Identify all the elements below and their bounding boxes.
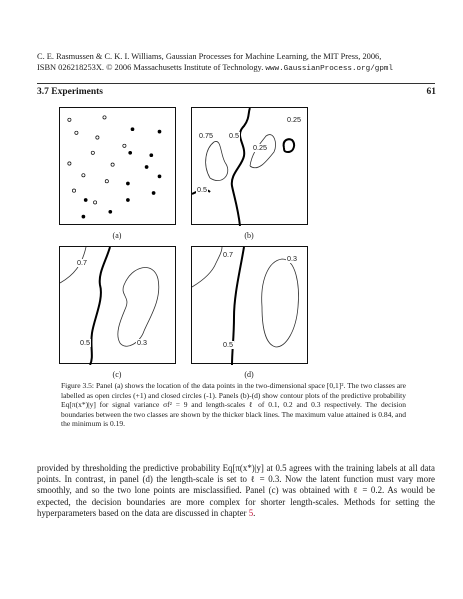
- contour-label: 0.5: [80, 338, 90, 347]
- boundary-b: [232, 108, 250, 226]
- contour-plot-b: [192, 108, 309, 226]
- panel-a: [59, 107, 176, 225]
- contour-label: 0.3: [287, 254, 297, 263]
- open-circle-point: [96, 136, 99, 139]
- closed-circle-point: [158, 130, 161, 133]
- contour-label: 0.5: [229, 131, 239, 140]
- body-text: provided by thresholding the predictive probability Eq[π(x*)|y] at 0.5 agrees with the training labels at all data points. In contrast, in panel (d) the length-scale is set to ℓ = 0.3. Now the latent function must vary more smoothly, and so the two lone points are misclassified. Panel (c) was obtained with ℓ = 0.2. As would be expected, the decision boundaries are more complex for shorter length-scales. Methods for setting the hyperparameters based on the data are discussed in chapter: [37, 463, 435, 518]
- contour-label: 0.25: [253, 143, 267, 152]
- panel-b-label: (b): [244, 231, 254, 240]
- panel-c-label: (c): [112, 370, 122, 379]
- panel-c: [59, 246, 176, 364]
- boundary-c: [90, 247, 110, 365]
- contour-label: 0.3: [137, 338, 147, 347]
- closed-circle-point: [84, 199, 87, 202]
- section-title: 3.7 Experiments: [37, 87, 103, 97]
- contour-label: 0.5: [197, 185, 207, 194]
- panel-b: [191, 107, 308, 225]
- closed-circle-point: [131, 128, 134, 131]
- contour-label: 0.7: [223, 250, 233, 259]
- closed-circle-point: [129, 151, 132, 154]
- open-circle-point: [91, 151, 94, 154]
- open-circle-point: [68, 162, 71, 165]
- panel-a-label: (a): [112, 231, 122, 240]
- header-isbn: ISBN 026218253X. © 2006 Massachusetts Institute of Technology.: [37, 63, 264, 72]
- open-circle-point: [111, 163, 114, 166]
- closed-circle-point: [145, 166, 148, 169]
- header-url[interactable]: www.GaussianProcess.org/gpml: [265, 65, 394, 73]
- open-circle-point: [105, 180, 108, 183]
- contour-label: 0.7: [77, 258, 87, 267]
- header-rule: [37, 83, 435, 84]
- chapter-ref-link[interactable]: 5: [248, 507, 254, 518]
- open-circle-point: [72, 189, 75, 192]
- closed-circle-point: [158, 175, 161, 178]
- panel-d-label: (d): [244, 370, 254, 379]
- closed-circle-point: [150, 154, 153, 157]
- running-header: [37, 51, 437, 75]
- open-circle-point: [94, 201, 97, 204]
- header-line1: C. E. Rasmussen & C. K. I. Williams, Gaussian Processes for Machine Learning, the MIT Press, 2006,: [37, 52, 382, 61]
- open-circle-point: [68, 118, 71, 121]
- panel-d: [191, 246, 308, 364]
- closed-circle-point: [109, 210, 112, 213]
- closed-circle-point: [82, 215, 85, 218]
- header-line2: [37, 62, 437, 75]
- open-circle-point: [103, 116, 106, 119]
- contour-c-03: [118, 268, 159, 347]
- contour-plot-d: [192, 247, 309, 365]
- open-circle-point: [82, 174, 85, 177]
- body-paragraph: [37, 463, 435, 519]
- contour-d-07: [192, 247, 222, 287]
- page-number: 61: [426, 87, 436, 97]
- contour-b-075: [206, 141, 228, 180]
- closed-circle-point: [152, 192, 155, 195]
- closed-circle-point: [126, 182, 129, 185]
- contour-label: 0.5: [223, 340, 233, 349]
- contour-label: 0.75: [199, 131, 213, 140]
- contour-d-03: [262, 259, 299, 347]
- open-circle-point: [123, 144, 126, 147]
- contour-label: 0.25: [287, 115, 301, 124]
- closed-circle-point: [126, 199, 129, 202]
- body-end: .: [253, 507, 256, 518]
- figure-caption: Figure 3.5: Panel (a) shows the location of the data points in the two-dimensional space [0,1]². The two classes are labelled as open circles (+1) and closed circles (-1). Panels (b)-(d) show contour plots of the predictive probability Eq[π(x*)|y] for signal variance σf² = 9 and length-scales ℓ of 0.1, 0.2 and 0.3 respectively. The decision boundaries between the two classes are shown by the thicker black lines. The maximum value attained is 0.84, and the minimum is 0.19.: [61, 381, 406, 429]
- open-circle-point: [75, 131, 78, 134]
- contour-b-025-ring: [284, 139, 294, 152]
- scatter-plot: [60, 108, 177, 226]
